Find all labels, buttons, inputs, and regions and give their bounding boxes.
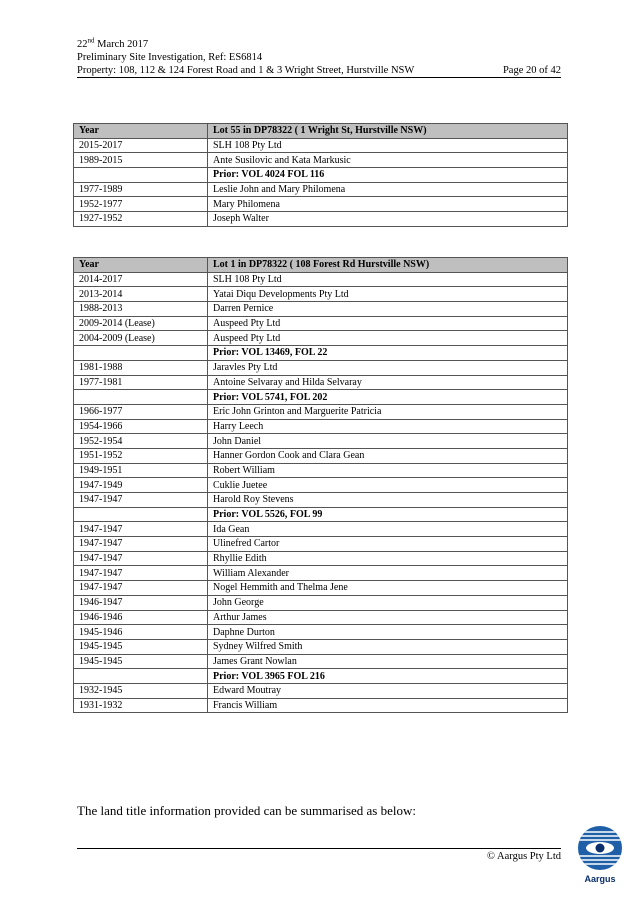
owner-cell: Ida Gean: [208, 522, 568, 537]
table-row: [74, 595, 568, 610]
year-cell: 1946-1947: [74, 595, 208, 610]
table-row: [74, 566, 568, 581]
owner-cell: Hanner Gordon Cook and Clara Gean: [208, 448, 568, 463]
year-cell: 1977-1989: [74, 182, 208, 197]
table-row: [74, 419, 568, 434]
table-row: [74, 522, 568, 537]
summary-text: The land title information provided can be summarised as below:: [77, 803, 416, 818]
table-row: [74, 683, 568, 698]
prior-title-cell: Prior: VOL 5741, FOL 202: [208, 390, 568, 405]
logo-text: Aargus: [584, 874, 616, 884]
year-cell: [74, 390, 208, 405]
table-row: [74, 153, 568, 168]
owner-cell: SLH 108 Pty Ltd: [208, 138, 568, 153]
year-cell: 1981-1988: [74, 360, 208, 375]
prior-title-cell: Prior: VOL 13469, FOL 22: [208, 346, 568, 361]
table-row: [74, 182, 568, 197]
year-cell: 1951-1952: [74, 448, 208, 463]
table-row: [74, 581, 568, 596]
owner-cell: Ulinefred Cartor: [208, 537, 568, 552]
year-cell: 1947-1947: [74, 522, 208, 537]
table-row: [74, 197, 568, 212]
prior-title-row: [74, 669, 568, 684]
owner-cell: Nogel Hemmith and Thelma Jene: [208, 581, 568, 596]
year-column-header: Year: [74, 258, 208, 273]
owner-cell: Sydney Wilfred Smith: [208, 639, 568, 654]
header-divider: [77, 77, 561, 78]
table-row: [74, 212, 568, 227]
table-row: [74, 625, 568, 640]
table-row: [74, 463, 568, 478]
header-investigation: Preliminary Site Investigation, Ref: ES6814: [77, 52, 263, 63]
table-row: [74, 138, 568, 153]
year-cell: 1949-1951: [74, 463, 208, 478]
table-row: [74, 448, 568, 463]
table-row: [74, 434, 568, 449]
table-row: [74, 272, 568, 287]
owner-cell: Joseph Walter: [208, 212, 568, 227]
year-cell: 1931-1932: [74, 698, 208, 713]
table-row: [74, 331, 568, 346]
owner-cell: Harold Roy Stevens: [208, 493, 568, 508]
year-cell: 2004-2009 (Lease): [74, 331, 208, 346]
lot-1-title-table: [73, 257, 568, 713]
owner-cell: John Daniel: [208, 434, 568, 449]
owner-cell: Auspeed Pty Ltd: [208, 331, 568, 346]
lot-column-header: Lot 55 in DP78322 ( 1 Wright St, Hurstville NSW): [208, 124, 568, 139]
owner-cell: Yatai Diqu Developments Pty Ltd: [208, 287, 568, 302]
owner-cell: Francis William: [208, 698, 568, 713]
header-property-line: [77, 64, 561, 77]
logo-eye-pupil: [596, 844, 605, 853]
owner-cell: Jaravles Pty Ltd: [208, 360, 568, 375]
footer-divider: [77, 848, 561, 849]
year-cell: 1945-1946: [74, 625, 208, 640]
year-cell: 1946-1946: [74, 610, 208, 625]
owner-cell: James Grant Nowlan: [208, 654, 568, 669]
header-property: Property: 108, 112 & 124 Forest Road and 1 & 3 Wright Street, Hurstville NSW: [77, 65, 415, 76]
year-column-header: Year: [74, 124, 208, 139]
date-day: 22: [77, 39, 88, 50]
year-cell: 1966-1977: [74, 404, 208, 419]
year-cell: 1947-1949: [74, 478, 208, 493]
owner-cell: Rhyllie Edith: [208, 551, 568, 566]
owner-cell: John George: [208, 595, 568, 610]
table-header-row: [74, 124, 568, 139]
year-cell: 1977-1981: [74, 375, 208, 390]
owner-cell: Antoine Selvaray and Hilda Selvaray: [208, 375, 568, 390]
table-row: [74, 551, 568, 566]
table-row: [74, 639, 568, 654]
owner-cell: Daphne Durton: [208, 625, 568, 640]
prior-title-cell: Prior: VOL 5526, FOL 99: [208, 507, 568, 522]
year-cell: 1932-1945: [74, 683, 208, 698]
owner-cell: Harry Leech: [208, 419, 568, 434]
year-cell: [74, 346, 208, 361]
year-cell: 1947-1947: [74, 581, 208, 596]
year-cell: [74, 168, 208, 183]
lot-1-table-body: [74, 272, 568, 713]
owner-cell: Ante Susilovic and Kata Markusic: [208, 153, 568, 168]
table-row: [74, 478, 568, 493]
owner-cell: William Alexander: [208, 566, 568, 581]
year-cell: 1954-1966: [74, 419, 208, 434]
year-cell: 1988-2013: [74, 302, 208, 317]
owner-cell: Edward Moutray: [208, 683, 568, 698]
table-row: [74, 537, 568, 552]
year-cell: 1945-1945: [74, 639, 208, 654]
owner-cell: Leslie John and Mary Philomena: [208, 182, 568, 197]
prior-title-row: [74, 346, 568, 361]
table-header-row: [74, 258, 568, 273]
table-row: [74, 698, 568, 713]
table-row: [74, 360, 568, 375]
year-cell: 1947-1947: [74, 537, 208, 552]
prior-title-row: [74, 390, 568, 405]
owner-cell: Darren Pernice: [208, 302, 568, 317]
prior-title-cell: Prior: VOL 3965 FOL 216: [208, 669, 568, 684]
table-row: [74, 302, 568, 317]
year-cell: 2013-2014: [74, 287, 208, 302]
year-cell: 2009-2014 (Lease): [74, 316, 208, 331]
year-cell: 1947-1947: [74, 566, 208, 581]
table-row: [74, 404, 568, 419]
date-rest: March 2017: [94, 39, 149, 50]
year-cell: 1945-1945: [74, 654, 208, 669]
year-cell: 1952-1977: [74, 197, 208, 212]
prior-title-row: [74, 507, 568, 522]
table-row: [74, 654, 568, 669]
owner-cell: Arthur James: [208, 610, 568, 625]
prior-title-cell: Prior: VOL 4024 FOL 116: [208, 168, 568, 183]
owner-cell: SLH 108 Pty Ltd: [208, 272, 568, 287]
owner-cell: Cuklie Juetee: [208, 478, 568, 493]
owner-cell: Auspeed Pty Ltd: [208, 316, 568, 331]
owner-cell: Robert William: [208, 463, 568, 478]
table-row: [74, 493, 568, 508]
year-cell: 1989-2015: [74, 153, 208, 168]
table-row: [74, 316, 568, 331]
copyright-text: © Aargus Pty Ltd: [487, 851, 561, 862]
year-cell: 2014-2017: [74, 272, 208, 287]
header-date: [77, 38, 561, 51]
table-row: [74, 610, 568, 625]
year-cell: 1927-1952: [74, 212, 208, 227]
year-cell: 2015-2017: [74, 138, 208, 153]
owner-cell: Eric John Grinton and Marguerite Patricia: [208, 404, 568, 419]
table-row: [74, 375, 568, 390]
table-row: [74, 287, 568, 302]
date-suffix: nd: [87, 36, 95, 45]
owner-cell: Mary Philomena: [208, 197, 568, 212]
prior-title-row: [74, 168, 568, 183]
lot-55-table-body: [74, 138, 568, 226]
lot-55-title-table: [73, 123, 568, 227]
year-cell: 1947-1947: [74, 493, 208, 508]
year-cell: [74, 669, 208, 684]
year-cell: [74, 507, 208, 522]
year-cell: 1947-1947: [74, 551, 208, 566]
lot-column-header: Lot 1 in DP78322 ( 108 Forest Rd Hurstville NSW): [208, 258, 568, 273]
year-cell: 1952-1954: [74, 434, 208, 449]
page-number: Page 20 of 42: [502, 65, 561, 76]
page-header: [77, 38, 561, 77]
